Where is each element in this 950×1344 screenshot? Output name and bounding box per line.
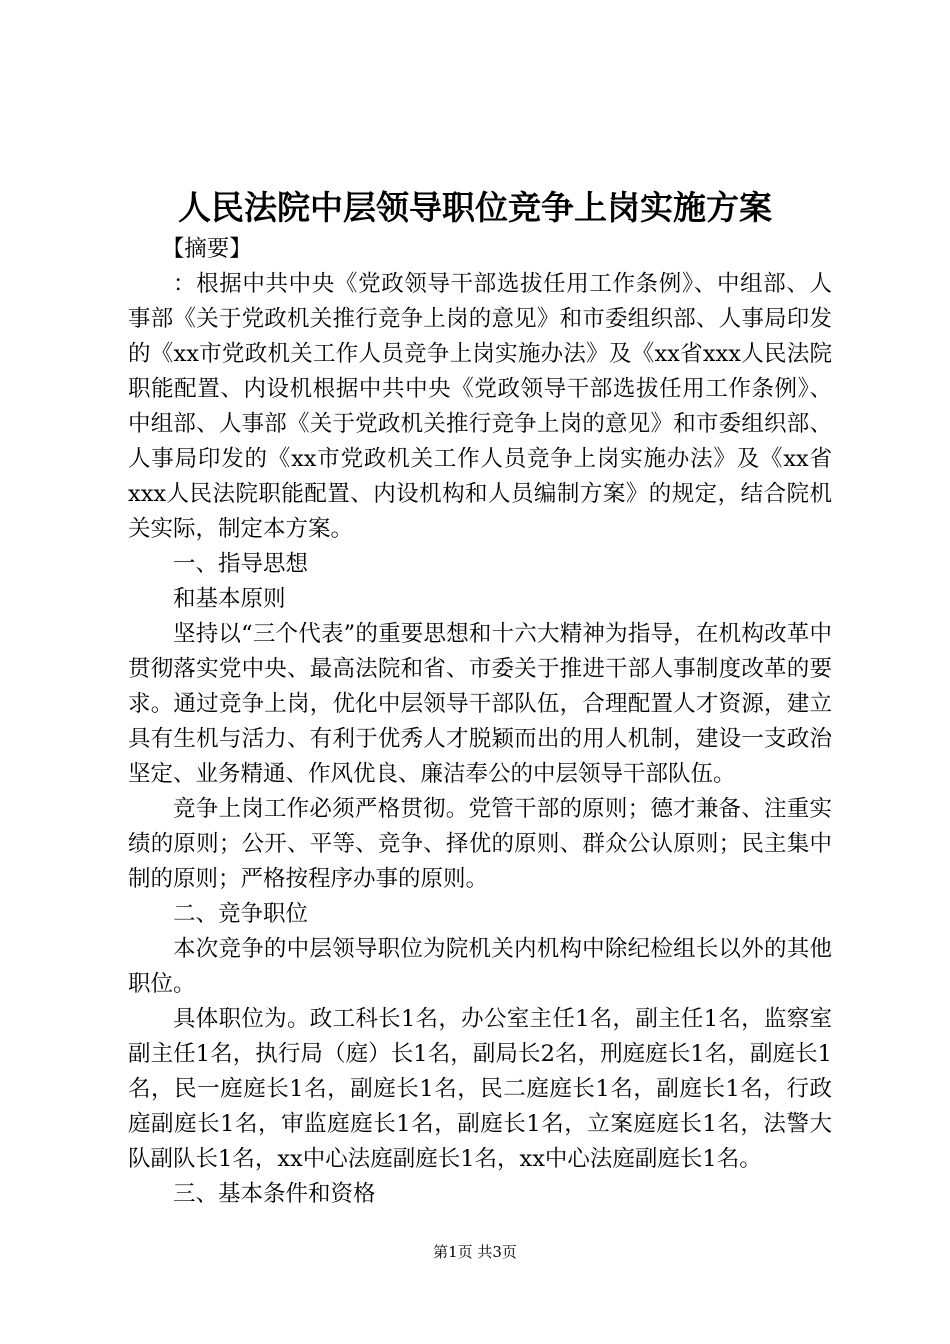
- body-paragraph: 本次竞争的中层领导职位为院机关内机构中除纪检组长以外的其他职位。: [128, 936, 832, 997]
- document-body: [128, 232, 832, 1212]
- page-footer: 第1页 共3页: [433, 1243, 517, 1261]
- abstract-label: 【摘要】: [161, 236, 252, 262]
- section-heading-basic-principles: 和基本原则: [173, 586, 286, 612]
- abstract-paragraph: ：根据中共中央《党政领导干部选拔任用工作条例》、中组部、人事部《关于党政机关推行竞争上岗的意见》和市委组织部、人事局印发的《xx市党政机关工作人员竞争上岗实施办法》及《xx省xxx人民法院职能配置、内设机根据中共中央《党政领导干部选拔任用工作条例》、中组部、人事部《关于党政机关推行竞争上岗的意见》和市委组织部、人事局印发的《xx市党政机关工作人员竞争上岗实施办法》及《xx省xxx人民法院职能配置、内设机构和人员编制方案》的规定，结合院机关实际，制定本方案。: [128, 271, 832, 542]
- section-heading-qualifications: 三、基本条件和资格: [173, 1181, 376, 1207]
- document-title: 人民法院中层领导职位竞争上岗实施方案: [178, 188, 772, 227]
- body-paragraph: 坚持以“三个代表”的重要思想和十六大精神为指导，在机构改革中贯彻落实党中央、最高法院和省、市委关于推进干部人事制度改革的要求。通过竞争上岗，优化中层领导干部队伍，合理配置人才资源，建立具有生机与活力、有利于优秀人才脱颖而出的用人机制，建设一支政治坚定、业务精通、作风优良、廉洁奉公的中层领导干部队伍。: [128, 621, 832, 787]
- body-paragraph: 竞争上岗工作必须严格贯彻。党管干部的原则；德才兼备、注重实绩的原则；公开、平等、竞争、择优的原则、群众公认原则；民主集中制的原则；严格按程序办事的原则。: [128, 796, 832, 892]
- section-heading-positions: 二、竞争职位: [173, 901, 309, 927]
- section-heading-guiding-thought: 一、指导思想: [173, 551, 309, 577]
- body-paragraph: 具体职位为。政工科长1名，办公室主任1名，副主任1名，监察室副主任1名，执行局（庭）长1名，副局长2名，刑庭庭长1名，副庭长1名，民一庭庭长1名，副庭长1名，民二庭庭长1名，副庭长1名，行政庭副庭长1名，审监庭庭长1名，副庭长1名，立案庭庭长1名，法警大队副队长1名，xx中心法庭副庭长1名，xx中心法庭副庭长1名。: [128, 1006, 832, 1172]
